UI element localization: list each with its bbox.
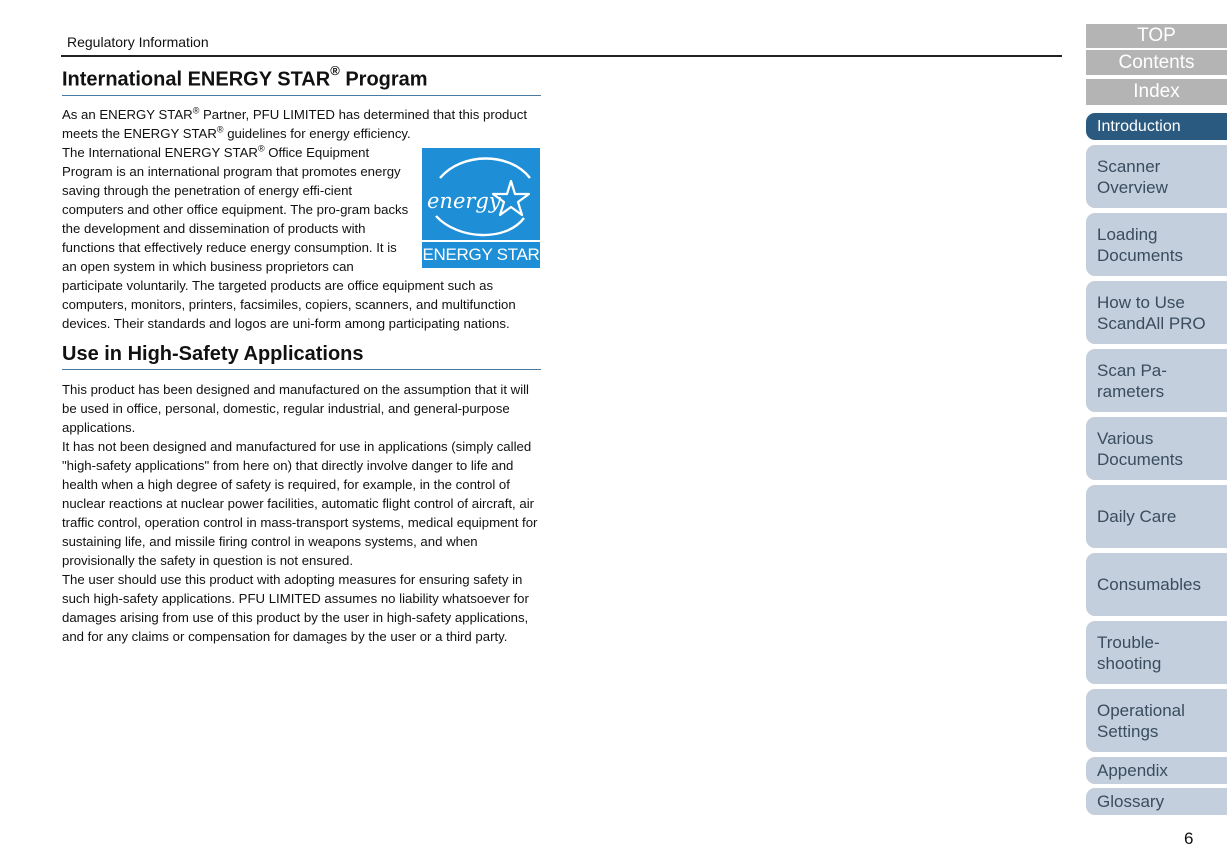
tab-label [1097,156,1168,198]
tab-label-line2: rameters [1097,381,1165,401]
tab-scanner-overview[interactable] [1086,145,1227,208]
tab-label [1097,428,1183,470]
tab-label: Consumables [1097,575,1201,594]
tab-how-to-use-scandall-pro[interactable] [1086,281,1227,344]
energy-star-logo [422,148,540,268]
tab-consumables[interactable] [1086,553,1227,616]
tab-label [1097,360,1167,402]
tab-operational-settings[interactable] [1086,689,1227,752]
logo-script-text: energy [427,188,501,213]
tab-scan-parameters[interactable] [1086,349,1227,412]
tab-label: Daily Care [1097,507,1177,526]
tab-label-line1: Trouble- [1097,632,1160,652]
tab-various-documents[interactable] [1086,417,1227,480]
text-span: As an ENERGY STAR [62,106,193,122]
tab-label-line1: How to Use [1097,292,1185,312]
text-span: Partner, PFU LIMITED has determined that this product meets the ENERGY STAR [62,106,527,141]
high-safety-section [62,343,541,646]
registered-mark: ® [257,143,265,154]
high-safety-paragraph-1: This product has been designed and manufactured on the assumption that it will be used in office, personal, domestic, regular industrial, and general-purpose applications. [62,381,529,435]
main-content [62,63,541,656]
tab-daily-care[interactable] [1086,485,1227,548]
registered-mark: ® [192,105,200,116]
tab-troubleshooting[interactable] [1086,621,1227,684]
page-number: 6 [1184,829,1194,848]
header-divider [61,55,1062,57]
tab-label: Glossary [1097,792,1165,811]
energy-star-heading-text: International ENERGY STAR [62,68,331,91]
tab-loading-documents[interactable] [1086,213,1227,276]
tab-label: Introduction [1097,118,1181,135]
tab-glossary[interactable] [1086,788,1227,815]
tab-introduction[interactable] [1086,113,1227,140]
text-span: The International ENERGY STAR [62,144,258,160]
nav-index-button[interactable]: Index [1086,79,1227,105]
registered-mark: ® [330,63,340,78]
tab-label-line1: Scanner [1097,156,1161,176]
nav-contents-button[interactable]: Contents [1086,50,1227,75]
page-header-title: Regulatory Information [67,34,209,50]
tab-label-line1: Scan Pa- [1097,360,1167,380]
text-span: guidelines for energy efficiency. [223,125,411,141]
high-safety-paragraph-3: The user should use this product with adopting measures for ensuring safety in such high-safety applications. PFU LIMITED assumes no liability whatsoever for damages arising from use of this product by the user in high-safety applications, and for any claims or compensation for damages by the user or a third party. [62,571,529,644]
tab-label-line2: Documents [1097,245,1183,265]
tab-label [1097,632,1161,674]
nav-top-button[interactable]: TOP [1086,24,1227,48]
energy-star-paragraph-1 [62,105,541,143]
tab-label: Appendix [1097,761,1168,780]
registered-mark: ® [216,124,224,135]
high-safety-heading: Use in High-Safety Applications [62,343,541,370]
tab-label-line1: Loading [1097,224,1158,244]
energy-star-emblem-icon [422,148,540,240]
tab-appendix[interactable] [1086,757,1227,784]
tab-label-line2: Documents [1097,449,1183,469]
tab-label-line2: Overview [1097,177,1168,197]
text-span: Office Equipment Program is an international program that promotes energy saving through the penetration of energy effi-cient computers and other office equipment. The pro-gram backs the development and dissemination of products with functions that effectively reduce energy consumption. It is an open system in which business proprietors can participate voluntarily. The targeted products are office equipment such as computers, monitors, printers, facsimiles, copiers, scanners, and multifunction devices. Their standards and logos are uni-form among participating nations. [62,144,516,331]
energy-star-heading-suffix: Program [339,68,428,91]
energy-star-section [62,63,541,333]
tab-label-line1: Operational [1097,700,1185,720]
tab-label [1097,292,1206,334]
tab-label-line2: ScandAll PRO [1097,313,1206,333]
tab-label-line2: shooting [1097,653,1162,673]
logo-band-text: ENERGY STAR [422,240,540,268]
tab-label [1097,700,1185,742]
tab-label-line1: Various [1097,428,1154,448]
tab-label [1097,224,1183,266]
high-safety-paragraph-2: It has not been designed and manufactured for use in applications (simply called "high-safety applications" from here on) that directly involve danger to life and health when a high degree of safety is required, for example, in the control of nuclear reactions at nuclear power facilities, automatic flight control of aircraft, air traffic control, operation control in mass-transport systems, medical equipment for sustaining life, and missile firing control in weapons systems, and when provisionally the safety in question is not ensured. [62,438,538,568]
energy-star-heading [62,63,541,96]
tab-label-line2: Settings [1097,721,1159,741]
